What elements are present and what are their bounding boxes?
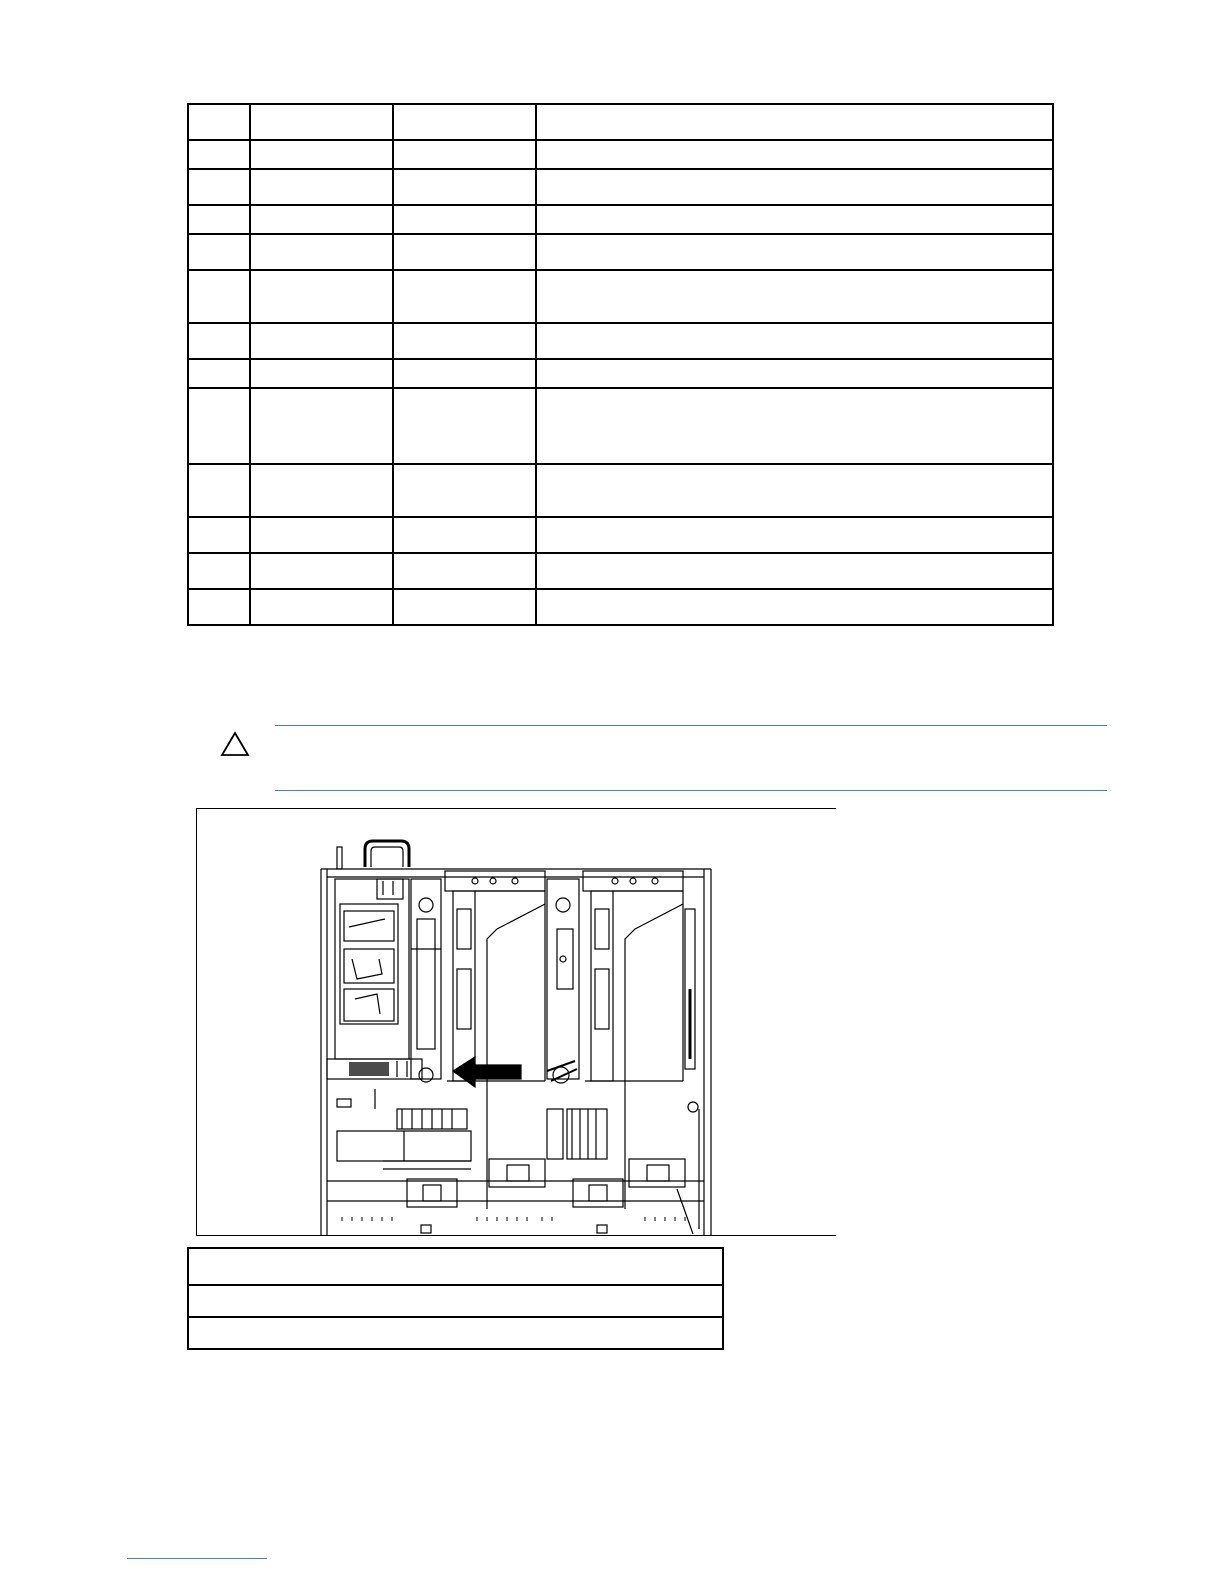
table-cell [188, 140, 250, 169]
table-cell [536, 205, 1053, 234]
table-cell [393, 104, 536, 140]
table-cell [250, 169, 393, 205]
specs-table [187, 103, 1054, 626]
table-row [188, 517, 1053, 553]
table-cell [250, 270, 393, 323]
table-cell [393, 517, 536, 553]
table-cell [250, 589, 393, 625]
table-cell [250, 464, 393, 517]
table-cell [188, 234, 250, 270]
table-cell [188, 169, 250, 205]
table-cell [536, 388, 1053, 464]
table-cell [188, 388, 250, 464]
table-cell [188, 1285, 723, 1317]
table-row [188, 388, 1053, 464]
caution-triangle-icon [220, 731, 250, 757]
table-cell [393, 388, 536, 464]
table-row [188, 1248, 723, 1285]
table-row [188, 553, 1053, 589]
table-row [188, 323, 1053, 359]
table-row [188, 140, 1053, 169]
table-cell [188, 464, 250, 517]
table-cell [536, 323, 1053, 359]
table-cell [188, 517, 250, 553]
table-cell [188, 205, 250, 234]
table-cell [393, 140, 536, 169]
table-cell [393, 359, 536, 388]
table-cell [536, 553, 1053, 589]
table-cell [188, 1248, 723, 1285]
table-row [188, 359, 1053, 388]
table-cell [250, 140, 393, 169]
table-row [188, 205, 1053, 234]
server-chassis-illustration [197, 809, 836, 1236]
table-cell [536, 104, 1053, 140]
table-cell [250, 234, 393, 270]
legend-table [187, 1247, 724, 1350]
table-cell [393, 323, 536, 359]
table-cell [393, 169, 536, 205]
table-cell [536, 169, 1053, 205]
table-cell [536, 234, 1053, 270]
table-cell [536, 464, 1053, 517]
table-cell [536, 517, 1053, 553]
table-row [188, 464, 1053, 517]
table-cell [536, 140, 1053, 169]
table-cell [250, 205, 393, 234]
table-cell [393, 205, 536, 234]
figure-frame [196, 808, 836, 1236]
table-row [188, 234, 1053, 270]
table-row [188, 589, 1053, 625]
table-cell [188, 270, 250, 323]
table-cell [188, 359, 250, 388]
table-row [188, 270, 1053, 323]
table-row [188, 1285, 723, 1317]
table-cell [188, 323, 250, 359]
table-cell [393, 464, 536, 517]
caution-top-rule [275, 725, 1107, 726]
table-row [188, 1317, 723, 1349]
table-cell [188, 589, 250, 625]
table-cell [250, 388, 393, 464]
table-cell [250, 553, 393, 589]
table-row [188, 104, 1053, 140]
table-cell [250, 359, 393, 388]
table-cell [188, 104, 250, 140]
table-cell [393, 270, 536, 323]
table-cell [536, 270, 1053, 323]
table-cell [393, 234, 536, 270]
table-cell [250, 517, 393, 553]
table-cell [536, 359, 1053, 388]
table-cell [188, 1317, 723, 1349]
table-row [188, 169, 1053, 205]
table-cell [188, 553, 250, 589]
table-cell [393, 589, 536, 625]
table-cell [250, 104, 393, 140]
table-cell [393, 553, 536, 589]
footer-link[interactable] [127, 1558, 267, 1559]
table-cell [250, 323, 393, 359]
caution-bottom-rule [275, 790, 1107, 791]
table-cell [536, 589, 1053, 625]
